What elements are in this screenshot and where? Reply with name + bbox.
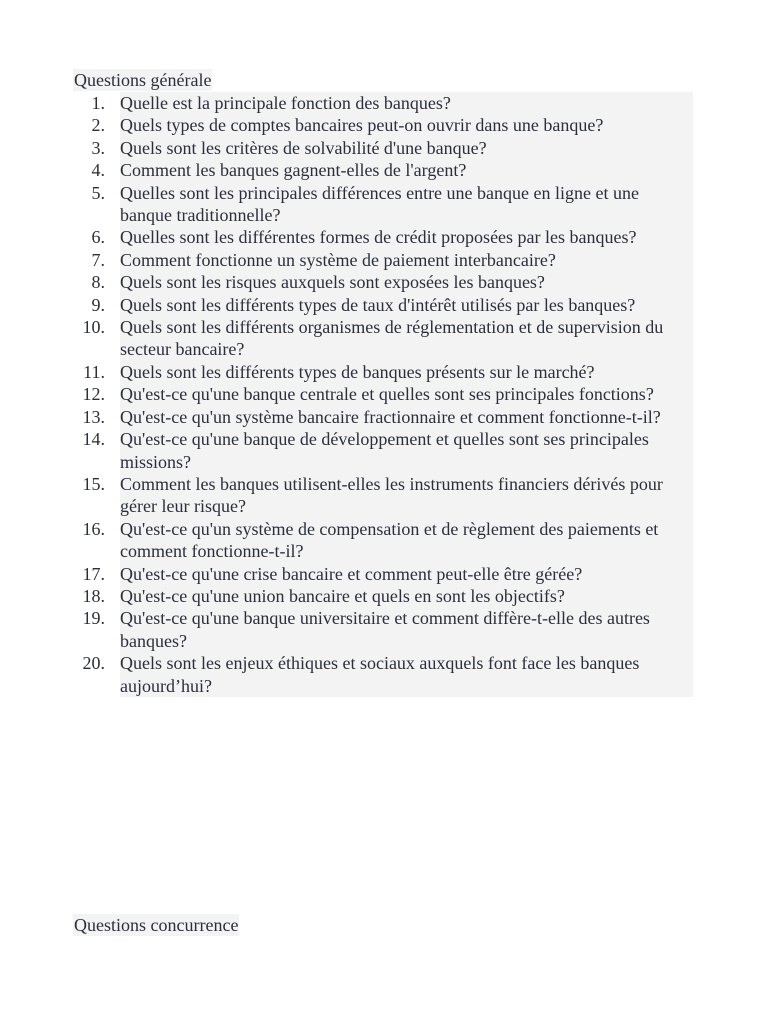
item-text: Qu'est-ce qu'un système de compensation et de règlement des paiements et comment fonctionne-t-il? [120,518,693,563]
item-number: 7. [91,249,105,270]
item-number: 20. [82,653,105,674]
item-text: Qu'est-ce qu'une union bancaire et quels en sont les objectifs? [120,585,693,607]
item-text: Quels types de comptes bancaires peut-on ouvrir dans une banque? [120,114,693,136]
item-number: 17. [82,563,105,584]
item-number: 11. [83,361,105,382]
item-text: Quelles sont les différentes formes de crédit proposées par les banques? [120,226,693,248]
item-text: Quels sont les enjeux éthiques et sociaux auxquels font face les banques aujourd’hui? [120,652,693,697]
list-item [73,271,693,293]
item-number: 3. [91,137,105,158]
list-item [73,114,693,136]
item-number: 16. [82,518,105,539]
item-number: 15. [82,473,105,494]
list-item [73,92,693,114]
list-item [73,137,693,159]
item-number: 2. [91,115,105,136]
item-text: Quels sont les différents types de taux d'intérêt utilisés par les banques? [120,294,693,316]
item-text: Qu'est-ce qu'une banque universitaire et comment diffère-t-elle des autres banques? [120,607,693,652]
item-number: 14. [82,429,105,450]
item-number: 12. [82,384,105,405]
item-number: 5. [91,182,105,203]
item-number: 6. [91,227,105,248]
item-text: Quels sont les différents organismes de réglementation et de supervision du secteur bancaire? [120,316,693,361]
item-text: Comment les banques utilisent-elles les instruments financiers dérivés pour gérer leur risque? [120,473,693,518]
list-item [73,182,693,227]
item-text: Quels sont les risques auxquels sont exposées les banques? [120,271,693,293]
list-item [73,563,693,585]
section-title-concurrence: Questions concurrence [74,915,239,935]
list-item [73,518,693,563]
item-number: 4. [91,160,105,181]
item-text: Qu'est-ce qu'une banque de développement et quelles sont ses principales missions? [120,428,693,473]
list-item [73,249,693,271]
item-text: Comment les banques gagnent-elles de l'argent? [120,159,693,181]
item-number: 18. [82,585,105,606]
list-item [73,607,693,652]
item-text: Qu'est-ce qu'une banque centrale et quelles sont ses principales fonctions? [120,383,693,405]
item-text: Qu'est-ce qu'une crise bancaire et comment peut-elle être gérée? [120,563,693,585]
item-text: Qu'est-ce qu'un système bancaire fractionnaire et comment fonctionne-t-il? [120,406,693,428]
item-number: 8. [91,272,105,293]
list-item [73,316,693,361]
list-item [73,294,693,316]
item-number: 13. [82,406,105,427]
list-item [73,361,693,383]
item-text: Quelles sont les principales différences entre une banque en ligne et une banque traditionnelle? [120,182,693,227]
item-number: 19. [82,608,105,629]
list-item [73,428,693,473]
list-item [73,652,693,697]
question-list [73,92,693,697]
item-text: Quels sont les critères de solvabilité d'une banque? [120,137,693,159]
list-item [73,226,693,248]
list-item [73,406,693,428]
item-number: 9. [91,294,105,315]
item-text: Quels sont les différents types de banques présents sur le marché? [120,361,693,383]
item-text: Quelle est la principale fonction des banques? [120,92,693,114]
item-number: 10. [82,317,105,338]
item-number: 1. [91,93,105,113]
item-text: Comment fonctionne un système de paiement interbancaire? [120,249,693,271]
section-title-general: Questions générale [74,70,212,90]
list-item [73,383,693,405]
list-item [73,585,693,607]
list-item [73,473,693,518]
list-item [73,159,693,181]
